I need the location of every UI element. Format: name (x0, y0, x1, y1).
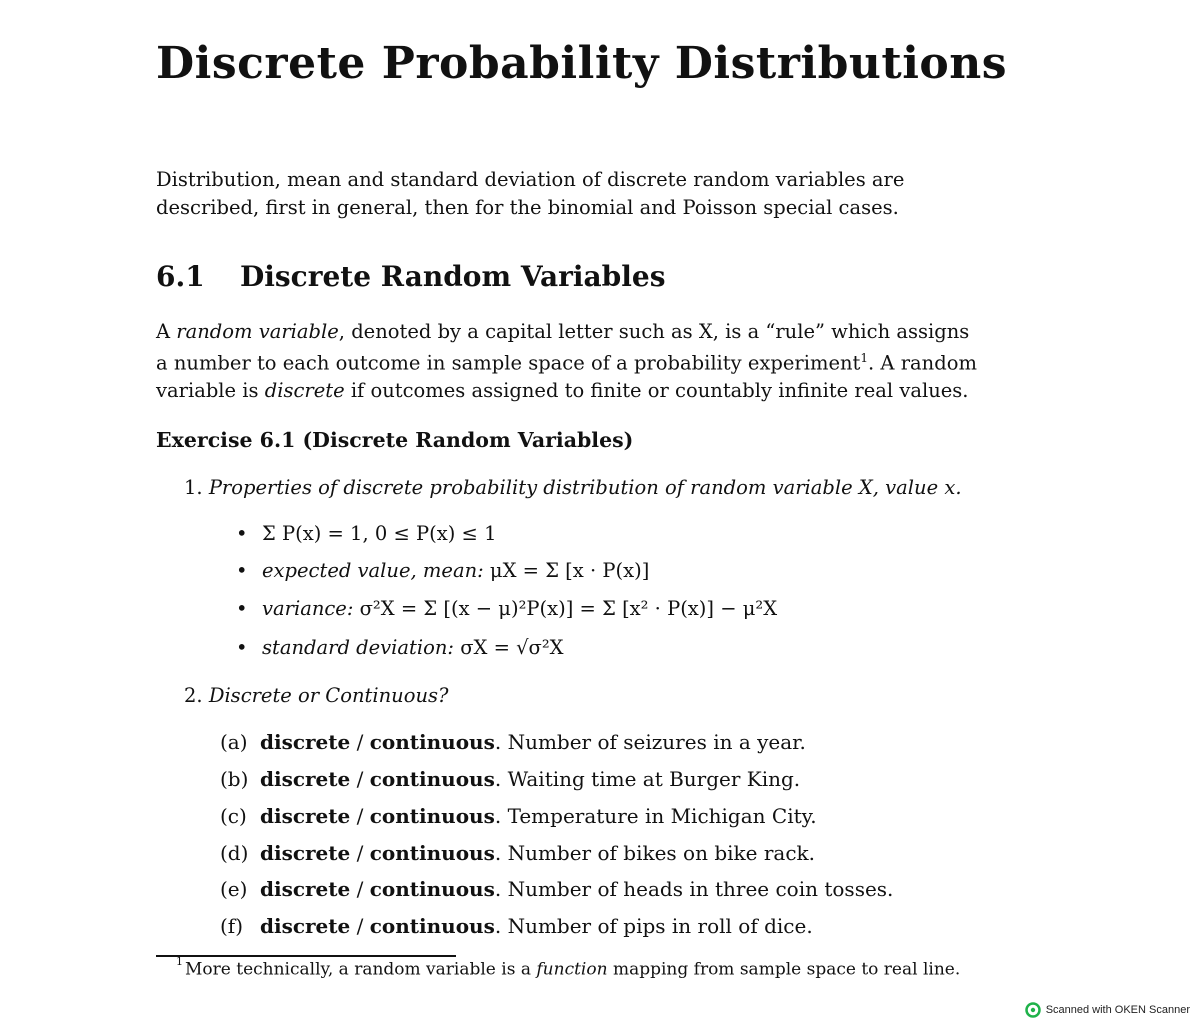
definition-text-1: A (156, 320, 177, 343)
bullet-label: expected value, mean: (262, 559, 484, 582)
choice-separator: / (356, 877, 364, 901)
choice-separator: / (356, 914, 364, 938)
bullet-formula: σX = √σ²X (460, 636, 564, 659)
choice-discrete: discrete (260, 804, 351, 828)
bullet-variance (236, 597, 777, 620)
bullet-standard-deviation (236, 636, 564, 659)
section-title: Discrete Random Variables (240, 260, 666, 293)
footnote-divider (156, 955, 456, 957)
item-letter: (a) (220, 730, 248, 754)
scanner-watermark (1025, 1002, 1190, 1018)
list-item: (b) discrete / continuous. Waiting time at Burger King. (220, 767, 801, 791)
question-1 (184, 476, 962, 499)
choice-continuous: continuous (369, 730, 495, 754)
bullet-dot-icon: • (236, 597, 248, 620)
choice-continuous: continuous (369, 841, 495, 865)
bullet-formula: μX = Σ [x · P(x)] (489, 559, 650, 582)
item-text: Waiting time at Burger King. (507, 767, 801, 791)
definition-text-4: if outcomes assigned to finite or countably infinite real values. (344, 378, 969, 402)
list-item: (d) discrete / continuous. Number of bikes on bike rack. (220, 841, 815, 865)
list-item: (c) discrete / continuous. Temperature in Michigan City. (220, 804, 817, 828)
definition-text-2: , denoted by a capital letter such as X, is a “rule” which assigns a number to each outcome in sample space of a probability experiment (156, 320, 970, 375)
question-2 (184, 684, 448, 707)
section-heading (156, 260, 665, 293)
bullet-dot-icon: • (236, 559, 248, 582)
question-1-label: 1. (184, 476, 203, 499)
item-text: Number of bikes on bike rack. (507, 841, 815, 865)
definition-paragraph (156, 318, 986, 404)
choice-separator: / (356, 767, 364, 791)
bullet-expected-value (236, 559, 649, 582)
question-2-text: Discrete or Continuous? (208, 684, 449, 707)
item-letter: (e) (220, 877, 248, 901)
footnote-text-1: More technically, a random variable is a (185, 959, 537, 980)
watermark-text: Scanned with OKEN Scanner (1045, 1004, 1190, 1016)
abstract: Distribution, mean and standard deviation of discrete random variables are described, first in general, then for the binomial and Poisson special cases. (156, 168, 905, 219)
bullet-dot-icon: • (236, 522, 248, 545)
item-letter: (c) (220, 804, 247, 828)
choice-continuous: continuous (369, 877, 495, 901)
bullet-dot-icon: • (236, 636, 248, 659)
definition-term-discrete: discrete (264, 378, 345, 402)
bullet-formula: Σ P(x) = 1, 0 ≤ P(x) ≤ 1 (262, 522, 497, 545)
choice-separator: / (356, 841, 364, 865)
document-title: Discrete Probability Distributions (156, 38, 1008, 89)
exercise-title: Exercise 6.1 (Discrete Random Variables) (156, 428, 634, 452)
footnote-text-2: mapping from sample space to real line. (607, 959, 961, 980)
choice-separator: / (356, 730, 364, 754)
section-number: 6.1 (156, 260, 205, 293)
choice-continuous: continuous (369, 767, 495, 791)
choice-discrete: discrete (260, 877, 351, 901)
bullet-probability-sum (236, 522, 496, 545)
footnote-term: function (536, 959, 608, 980)
choice-discrete: discrete (260, 841, 351, 865)
item-text: Number of pips in roll of dice. (507, 914, 813, 938)
bullet-label: standard deviation: (262, 636, 454, 659)
list-item: (a) discrete / continuous. Number of seizures in a year. (220, 730, 806, 754)
choice-continuous: continuous (369, 914, 495, 938)
choice-discrete: discrete (260, 730, 351, 754)
list-item: (e) discrete / continuous. Number of heads in three coin tosses. (220, 877, 894, 901)
choice-continuous: continuous (369, 804, 495, 828)
footnote-mark: 1 (176, 955, 183, 968)
list-item: (f) discrete / continuous. Number of pips in roll of dice. (220, 914, 813, 938)
item-text: Number of seizures in a year. (507, 730, 806, 754)
bullet-formula: σ²X = Σ [(x − μ)²P(x)] = Σ [x² · P(x)] − μ²X (359, 597, 778, 620)
definition-text-3: . A random variable is (156, 351, 977, 402)
definition-term-random-variable: random variable (176, 320, 339, 343)
choice-separator: / (356, 804, 364, 828)
choice-discrete: discrete (260, 914, 351, 938)
choice-discrete: discrete (260, 767, 351, 791)
bullet-label: variance: (262, 597, 354, 620)
item-text: Temperature in Michigan City. (507, 804, 817, 828)
question-1-text: Properties of discrete probability distribution of random variable X, value x. (208, 476, 962, 499)
footnote-reference: 1 (860, 351, 869, 365)
item-letter: (f) (220, 914, 244, 938)
item-letter: (b) (220, 767, 249, 791)
oken-logo-icon (1025, 1002, 1041, 1018)
item-text: Number of heads in three coin tosses. (507, 877, 894, 901)
item-letter: (d) (220, 841, 249, 865)
question-2-label: 2. (184, 684, 203, 707)
footnote (176, 955, 961, 980)
